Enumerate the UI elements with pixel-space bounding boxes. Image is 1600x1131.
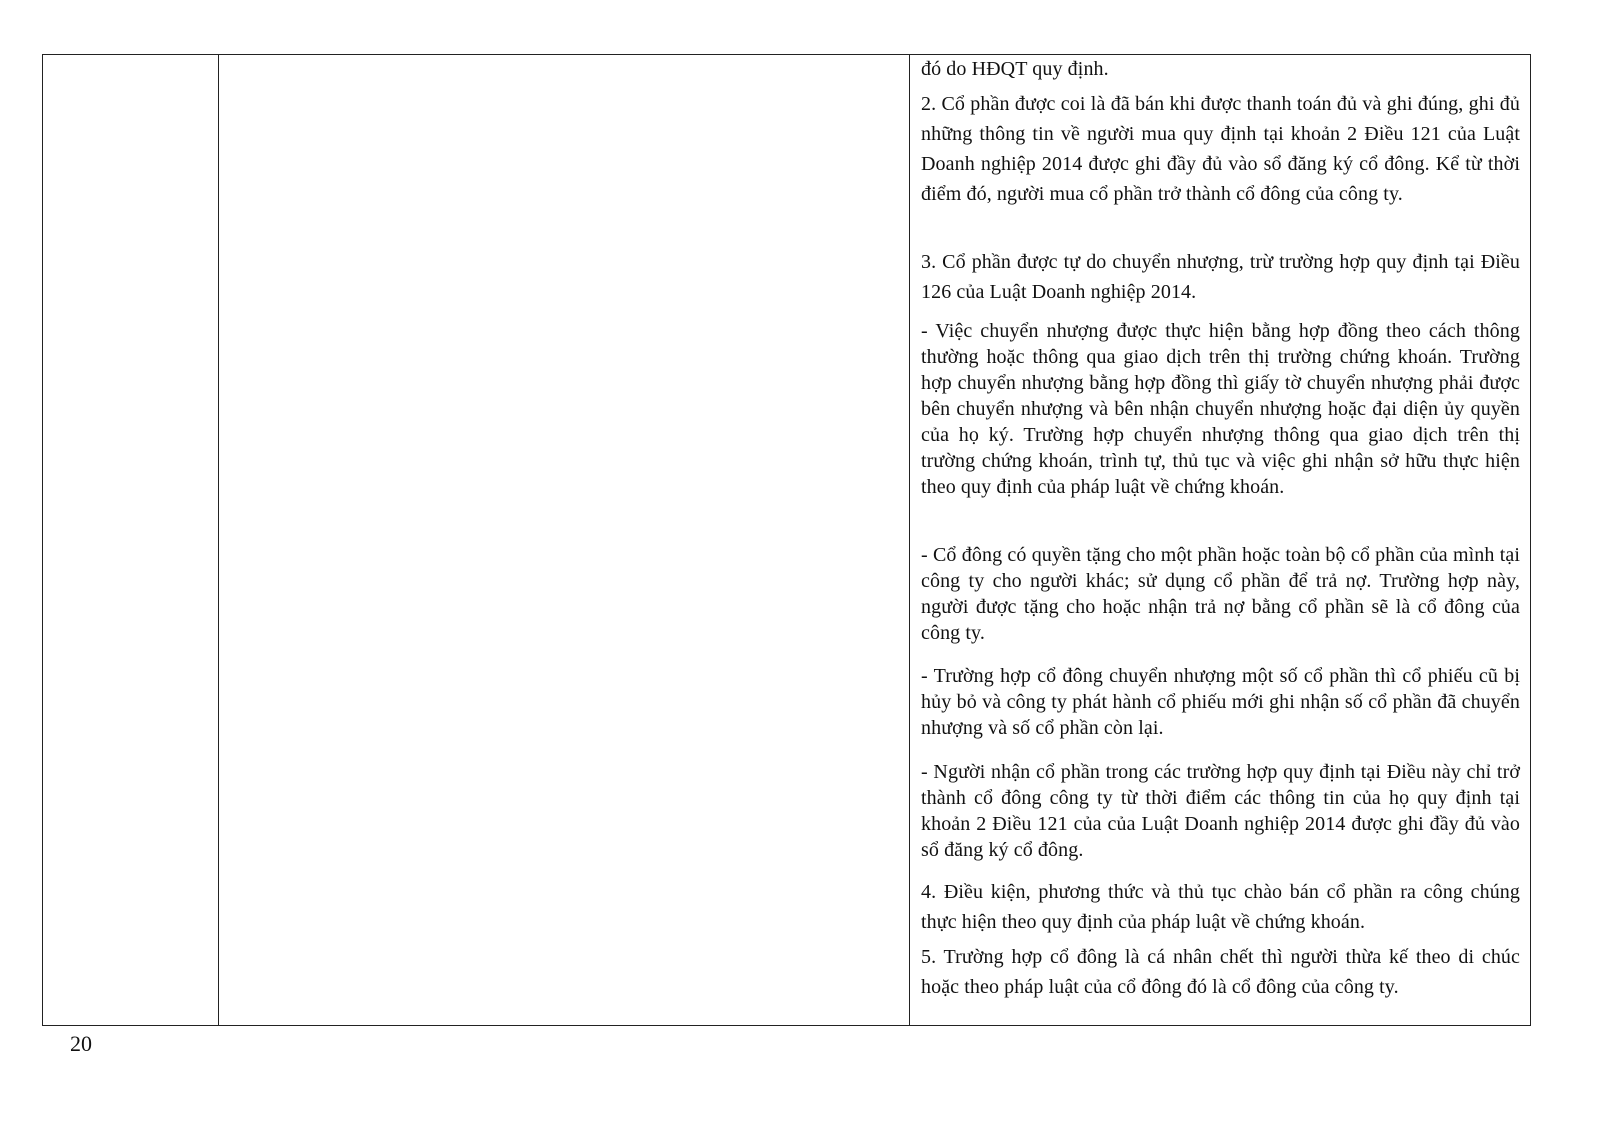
paragraph-clause-4: 4. Điều kiện, phương thức và thủ tục chào bán cổ phần ra công chúng thực hiện theo quy định của pháp luật về chứng khoán. — [921, 881, 1520, 933]
page-number: 20 — [70, 1031, 92, 1056]
paragraph-clause-5: 5. Trường hợp cổ đông là cá nhân chết thì người thừa kế theo di chúc hoặc theo pháp luật của cổ đông đó là cổ đông của công ty. — [921, 946, 1520, 998]
paragraph-continuation: đó do HĐQT quy định. — [921, 58, 1109, 80]
paragraph-gift-shares: - Cổ đông có quyền tặng cho một phần hoặc toàn bộ cổ phần của mình tại công ty cho người khác; sử dụng cổ phần để trả nợ. Trường hợp này, người được tặng cho hoặc nhận trả nợ bằng cổ phần sẽ là cổ đông của công ty. — [921, 544, 1520, 644]
table-cell-col2 — [220, 55, 908, 1025]
paragraph-clause-3: 3. Cổ phần được tự do chuyển nhượng, trừ trường hợp quy định tại Điều 126 của Luật Doanh nghiệp 2014. — [921, 251, 1520, 303]
paragraph-transfer-method: - Việc chuyển nhượng được thực hiện bằng hợp đồng theo cách thông thường hoặc thông qua giao dịch trên thị trường chứng khoán. Trường hợp chuyển nhượng bằng hợp đồng thì giấy tờ chuyển nhượng phải được bên chuyển nhượng và bên nhận chuyển nhượng hoặc đại diện ủy quyền của họ ký. Trường hợp chuyển nhượng thông qua giao dịch trên thị trường chứng khoán, trình tự, thủ tục và việc ghi nhận sở hữu thực hiện theo quy định của pháp luật về chứng khoán. — [921, 320, 1520, 498]
paragraph-recipient-shares: - Người nhận cổ phần trong các trường hợp quy định tại Điều này chỉ trở thành cổ đông công ty từ thời điểm các thông tin của họ quy định tại khoản 2 Điều 121 của của Luật Doanh nghiệp 2014 được ghi đầy đủ vào sổ đăng ký cổ đông. — [921, 761, 1520, 861]
document-table — [42, 54, 1531, 1026]
paragraph-partial-transfer: - Trường hợp cổ đông chuyển nhượng một số cổ phần thì cổ phiếu cũ bị hủy bỏ và công ty phát hành cổ phiếu mới ghi nhận số cổ phần đã chuyển nhượng và số cổ phần còn lại. — [921, 665, 1520, 739]
column-divider — [218, 55, 219, 1025]
table-cell-col3 — [911, 55, 1530, 1025]
column-divider — [909, 55, 910, 1025]
table-cell-col1 — [43, 55, 218, 1025]
paragraph-clause-2: 2. Cổ phần được coi là đã bán khi được thanh toán đủ và ghi đúng, ghi đủ những thông tin về người mua quy định tại khoản 2 Điều 121 của Luật Doanh nghiệp 2014 được ghi đầy đủ vào sổ đăng ký cổ đông. Kể từ thời điểm đó, người mua cổ phần trở thành cổ đông của công ty. — [921, 93, 1520, 205]
